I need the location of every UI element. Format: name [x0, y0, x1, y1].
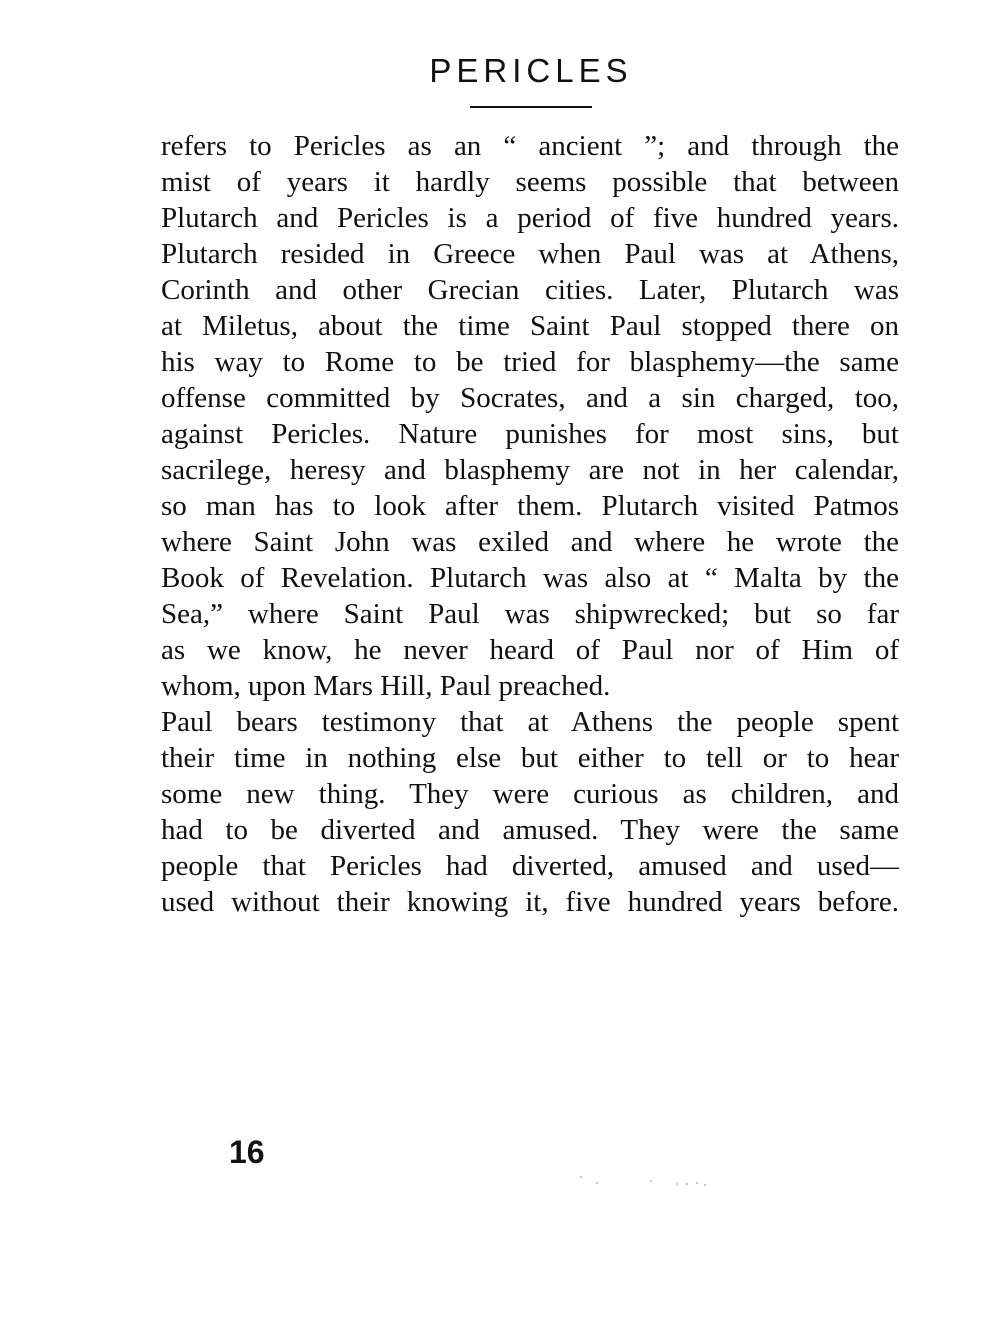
text-line: used without their knowing it, five hundred years before.: [161, 886, 899, 918]
page-number: 16: [229, 1134, 265, 1170]
text-line: as we know, he never heard of Paul nor of Him of: [161, 634, 899, 666]
text-line: had to be diverted and amused. They were the same: [161, 814, 899, 846]
text-line: offense committed by Socrates, and a sin charged, too,: [161, 382, 899, 414]
scan-specks: [578, 1174, 708, 1188]
text-line: whom, upon Mars Hill, Paul preached.: [161, 670, 611, 702]
text-line: people that Pericles had diverted, amused and used—: [161, 850, 899, 882]
text-line: Corinth and other Grecian cities. Later, Plutarch was: [161, 274, 899, 306]
text-line: his way to Rome to be tried for blasphemy—the same: [161, 346, 899, 378]
text-line: against Pericles. Nature punishes for most sins, but: [161, 418, 899, 450]
text-line: Paul bears testimony that at Athens the people spent: [161, 706, 899, 738]
running-header: PERICLES: [429, 52, 633, 89]
text-line: Book of Revelation. Plutarch was also at “ Malta by the: [161, 562, 899, 594]
body-text: [161, 128, 899, 920]
paragraph-2: [161, 704, 899, 920]
text-line: mist of years it hardly seems possible that between: [161, 166, 899, 198]
text-line: Plutarch resided in Greece when Paul was at Athens,: [161, 238, 899, 270]
text-line: some new thing. They were curious as children, and: [161, 778, 899, 810]
text-line: Plutarch and Pericles is a period of five hundred years.: [161, 202, 899, 234]
text-line: sacrilege, heresy and blasphemy are not in her calendar,: [161, 454, 899, 486]
paragraph-1: [161, 128, 899, 704]
text-line: their time in nothing else but either to tell or to hear: [161, 742, 899, 774]
text-line: so man has to look after them. Plutarch visited Patmos: [161, 490, 899, 522]
text-line: Sea,” where Saint Paul was shipwrecked; but so far: [161, 598, 899, 630]
header-rule: [470, 106, 592, 108]
text-line: where Saint John was exiled and where he wrote the: [161, 526, 899, 558]
text-line: at Miletus, about the time Saint Paul stopped there on: [161, 310, 899, 342]
text-line: refers to Pericles as an “ ancient ”; and through the: [161, 130, 899, 162]
